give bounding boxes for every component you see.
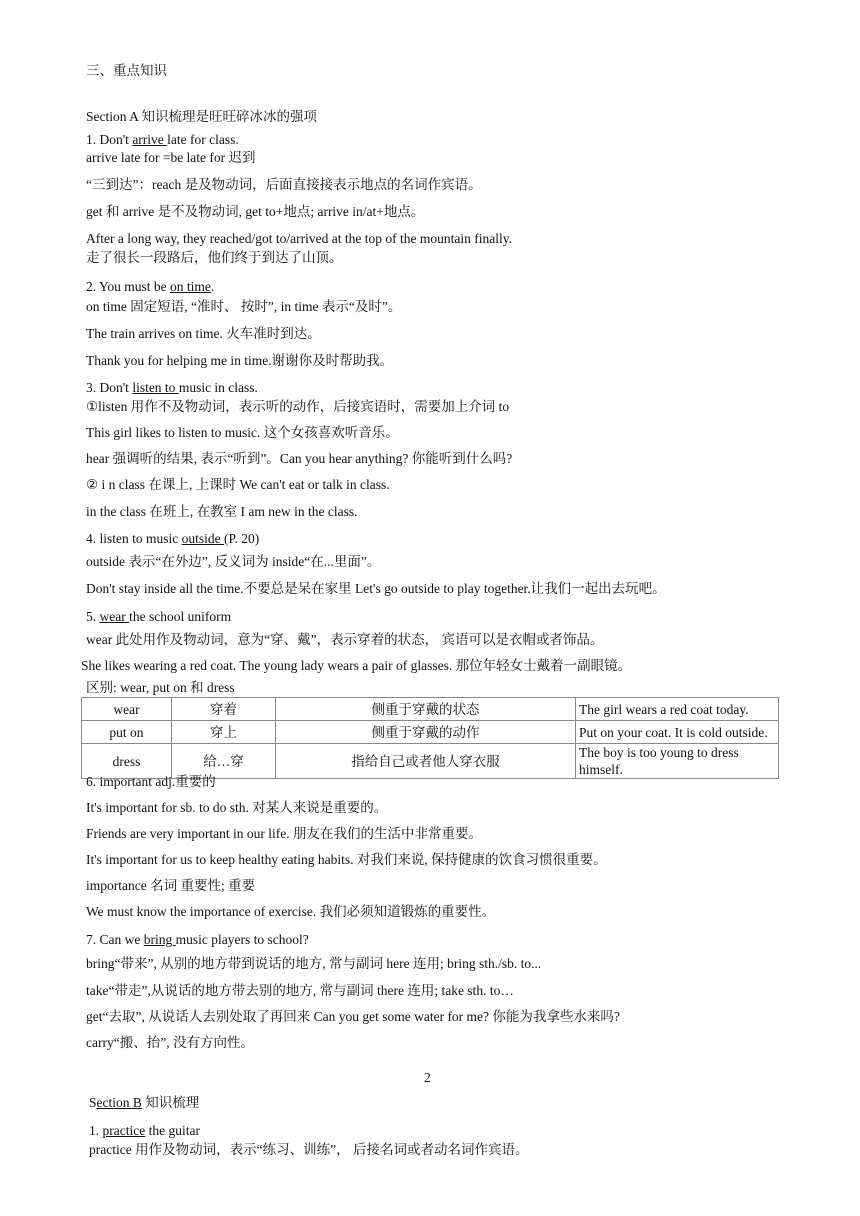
table-cell: 给…穿 — [172, 744, 276, 779]
keyword: bring — [143, 932, 176, 947]
note-line: It's important for sb. to do sth. 对某人来说是重要的。 — [86, 800, 388, 815]
item-1-question: 1. Don't arrive late for class. — [86, 132, 239, 147]
keyword: on time — [170, 279, 211, 294]
item-7-question: 7. Can we bring music players to school? — [86, 932, 309, 947]
page-number: 2 — [424, 1070, 431, 1085]
note-line: hear 强调听的结果, 表示“听到”。Can you hear anything? 你能听到什么吗? — [86, 451, 513, 466]
note-line: on time 固定短语, “准时、 按时”, in time 表示“及时”。 — [86, 299, 402, 314]
section-heading: 三、重点知识 — [86, 63, 167, 78]
table-cell: The boy is too young to dress himself. — [576, 744, 779, 779]
table-row — [82, 698, 779, 721]
item-4-question: 4. listen to music outside (P. 20) — [86, 531, 260, 546]
note-line: practice 用作及物动词，表示“练习、训练”， 后接名词或者动名词作宾语。 — [89, 1142, 529, 1157]
example-line: We must know the importance of exercise. 我们必须知道锻炼的重要性。 — [86, 904, 496, 919]
note-line: take“带走”,从说话的地方带去别的地方, 常与副词 there 连用; take sth. to… — [86, 983, 514, 998]
note-line: importance 名词 重要性; 重要 — [86, 878, 256, 893]
example-line: She likes wearing a red coat. The young lady wears a pair of glasses. 那位年轻女士戴着一副眼镜。 — [81, 658, 632, 673]
item-3-question: 3. Don't listen to music in class. — [86, 380, 258, 395]
table-cell: put on — [82, 721, 172, 744]
table-cell: 指给自己或者他人穿衣服 — [276, 744, 576, 779]
example-line: Friends are very important in our life. 朋友在我们的生活中非常重要。 — [86, 826, 482, 841]
example-line: It's important for us to keep healthy eating habits. 对我们来说, 保持健康的饮食习惯很重要。 — [86, 852, 607, 867]
note-line: arrive late for =be late for 迟到 — [86, 150, 256, 165]
note-line: get“去取”, 从说话人去别处取了再回来 Can you get some water for me? 你能为我拿些水来吗? — [86, 1009, 620, 1024]
keyword: outside — [181, 531, 224, 546]
example-line: Don't stay inside all the time.不要总是呆在家里 Let's go outside to play together.让我们一起出去玩吧。 — [86, 581, 666, 596]
table-cell: 穿上 — [172, 721, 276, 744]
note-line: in the class 在班上, 在教室 I am new in the class. — [86, 504, 358, 519]
example-translation: 走了很长一段路后，他们终于到达了山顶。 — [86, 250, 343, 265]
keyword: practice — [102, 1123, 146, 1138]
note-line: bring“带来”, 从别的地方带到说话的地方, 常与副词 here 连用; bring sth./sb. to... — [86, 956, 542, 971]
example-line: Thank you for helping me in time.谢谢你及时帮助我。 — [86, 353, 394, 368]
table-cell: 侧重于穿戴的状态 — [276, 698, 576, 721]
keyword: arrive — [132, 132, 168, 147]
item-5-question: 5. wear the school uniform — [86, 609, 232, 624]
keyword: listen to — [132, 380, 179, 395]
example-line: After a long way, they reached/got to/arrived at the top of the mountain finally. — [86, 231, 512, 246]
table-row — [82, 721, 779, 744]
example-line: The train arrives on time. 火车准时到达。 — [86, 326, 321, 341]
table-cell: Put on your coat. It is cold outside. — [576, 721, 779, 744]
note-line: carry“搬、抬”, 没有方向性。 — [86, 1035, 254, 1050]
note-line: “三到达”：reach 是及物动词，后面直接接表示地点的名词作宾语。 — [86, 177, 482, 192]
keyword: ection B — [96, 1095, 142, 1110]
note-line: ①listen 用作不及物动词，表示听的动作，后接宾语时，需要加上介词 to — [86, 399, 510, 414]
note-line: outside 表示“在外边”, 反义词为 inside“在...里面”。 — [86, 554, 381, 569]
section-b-title: Section B 知识梳理 — [89, 1095, 200, 1110]
note-line: ② i n class 在课上, 上课时 We can't eat or talk in class. — [86, 477, 390, 492]
note-line: wear 此处用作及物动词，意为“穿、戴”，表示穿着的状态， 宾语可以是衣帽或者饰品。 — [86, 632, 604, 647]
note-line: get 和 arrive 是不及物动词, get to+地点; arrive in/at+地点。 — [86, 204, 425, 219]
table-cell: dress — [82, 744, 172, 779]
table-cell: 穿着 — [172, 698, 276, 721]
keyword: wear — [99, 609, 130, 624]
comparison-table — [81, 697, 779, 779]
item-2-question: 2. You must be on time. — [86, 279, 215, 294]
item-6-heading: 6. important adj.重要的 — [86, 774, 216, 789]
table-cell: The girl wears a red coat today. — [576, 698, 779, 721]
section-a-title: Section A 知识梳理是旺旺碎冰冰的强项 — [86, 109, 318, 124]
table-cell: 侧重于穿戴的动作 — [276, 721, 576, 744]
example-line: This girl likes to listen to music. 这个女孩喜欢听音乐。 — [86, 425, 399, 440]
table-cell: wear — [82, 698, 172, 721]
table-caption: 区别: wear, put on 和 dress — [86, 680, 235, 695]
section-b-item-1: 1. practice the guitar — [89, 1123, 200, 1138]
